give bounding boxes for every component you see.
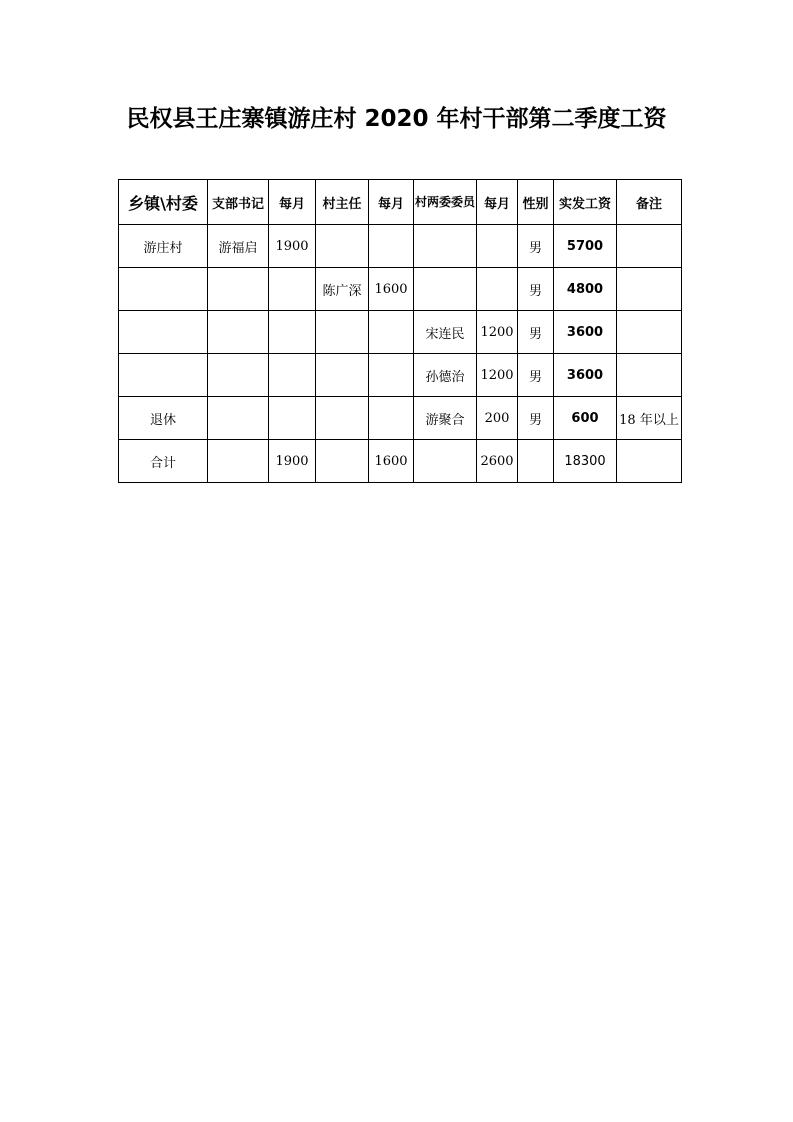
table-total-row xyxy=(119,440,682,483)
table-cell xyxy=(617,440,682,483)
table-cell: 3600 xyxy=(554,311,617,354)
table-cell xyxy=(208,311,269,354)
table-cell xyxy=(269,354,316,397)
table-cell: 男 xyxy=(518,397,554,440)
table-cell: 5700 xyxy=(554,225,617,268)
table-header-row xyxy=(119,180,682,225)
table-cell xyxy=(316,225,369,268)
table-cell xyxy=(316,354,369,397)
table-cell xyxy=(119,268,208,311)
document-title: 民权县王庄寨镇游庄村 2020 年村干部第二季度工资 xyxy=(126,106,667,132)
table-cell xyxy=(119,354,208,397)
table-cell: 男 xyxy=(518,354,554,397)
table-cell: 18300 xyxy=(554,440,617,483)
table-cell: 孙德治 xyxy=(414,354,477,397)
table-cell xyxy=(617,311,682,354)
header-cell-remarks: 备注 xyxy=(617,180,682,225)
table-cell xyxy=(369,397,414,440)
table-row xyxy=(119,397,682,440)
salary-table xyxy=(118,179,682,483)
header-cell-township: 乡镇\村委 xyxy=(119,180,208,225)
table-cell xyxy=(316,397,369,440)
table-cell xyxy=(414,225,477,268)
table-cell: 男 xyxy=(518,268,554,311)
table-cell xyxy=(414,268,477,311)
table-cell: 陈广深 xyxy=(316,268,369,311)
table-cell: 1600 xyxy=(369,440,414,483)
table-cell xyxy=(269,397,316,440)
table-cell xyxy=(414,440,477,483)
table-cell: 宋连民 xyxy=(414,311,477,354)
table-row xyxy=(119,225,682,268)
table-cell: 18 年以上 xyxy=(617,397,682,440)
table-cell: 4800 xyxy=(554,268,617,311)
table-cell: 退休 xyxy=(119,397,208,440)
table-cell xyxy=(617,354,682,397)
table-cell xyxy=(369,354,414,397)
table-cell: 1900 xyxy=(269,225,316,268)
table-row xyxy=(119,354,682,397)
header-cell-monthly: 每月 xyxy=(477,180,518,225)
table-cell xyxy=(208,354,269,397)
table-cell: 男 xyxy=(518,225,554,268)
header-cell-monthly: 每月 xyxy=(369,180,414,225)
table-cell xyxy=(617,225,682,268)
table-cell xyxy=(477,225,518,268)
table-cell xyxy=(119,311,208,354)
table-cell: 1200 xyxy=(477,311,518,354)
table-cell: 游福启 xyxy=(208,225,269,268)
table-cell: 600 xyxy=(554,397,617,440)
table-cell: 男 xyxy=(518,311,554,354)
header-cell-gender: 性别 xyxy=(518,180,554,225)
table-cell: 1900 xyxy=(269,440,316,483)
table-cell xyxy=(477,268,518,311)
header-cell-actual-salary: 实发工资 xyxy=(554,180,617,225)
table-cell xyxy=(208,440,269,483)
table-cell xyxy=(208,268,269,311)
table-cell: 2600 xyxy=(477,440,518,483)
table-cell: 游庄村 xyxy=(119,225,208,268)
table-cell xyxy=(208,397,269,440)
table-cell xyxy=(316,311,369,354)
table-cell: 200 xyxy=(477,397,518,440)
table-cell xyxy=(269,311,316,354)
table-cell: 3600 xyxy=(554,354,617,397)
table-cell xyxy=(518,440,554,483)
header-cell-branch-secretary: 支部书记 xyxy=(208,180,269,225)
table-cell: 1600 xyxy=(369,268,414,311)
header-cell-monthly: 每月 xyxy=(269,180,316,225)
table-cell xyxy=(369,225,414,268)
table-row xyxy=(119,268,682,311)
table-cell xyxy=(316,440,369,483)
header-cell-committee-member: 村两委委员 xyxy=(414,180,477,225)
table-cell xyxy=(369,311,414,354)
table-row xyxy=(119,311,682,354)
table-cell: 游聚合 xyxy=(414,397,477,440)
table-cell xyxy=(617,268,682,311)
table-cell: 1200 xyxy=(477,354,518,397)
table-cell: 合计 xyxy=(119,440,208,483)
header-cell-village-director: 村主任 xyxy=(316,180,369,225)
table-cell xyxy=(269,268,316,311)
